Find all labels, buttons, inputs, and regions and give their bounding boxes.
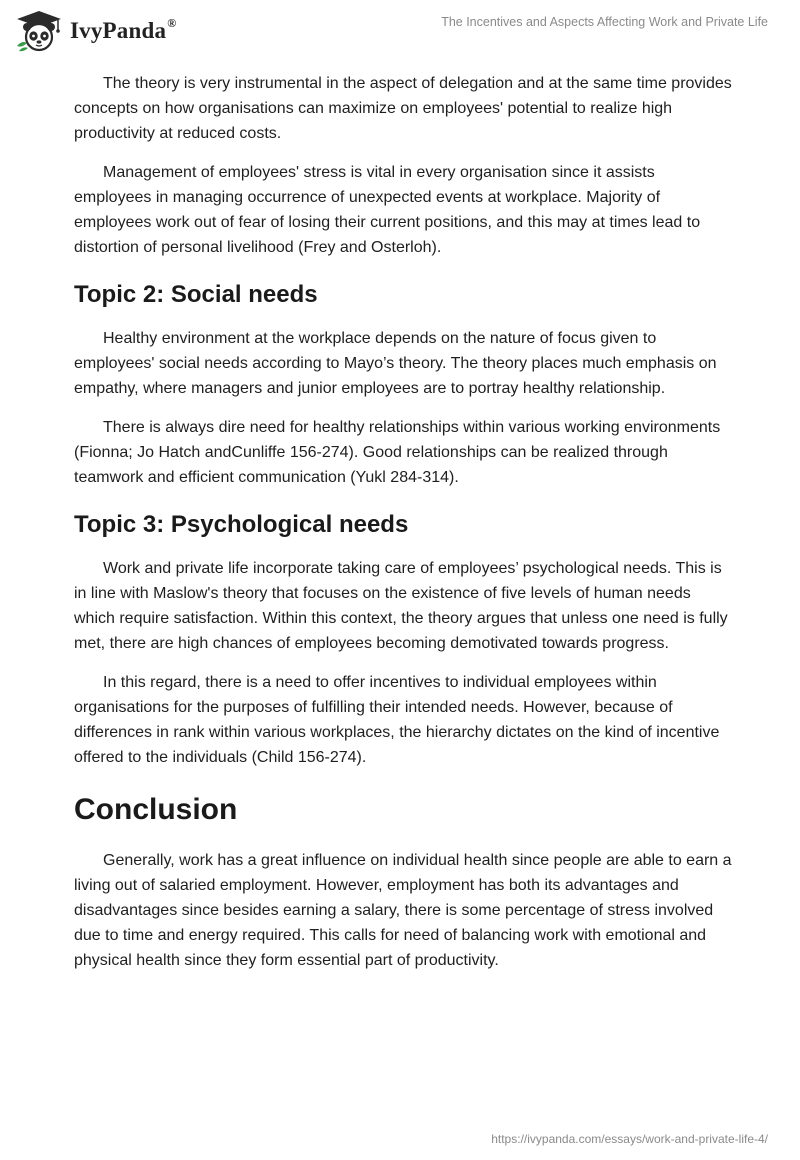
- essay-body: [74, 71, 734, 987]
- section-heading-topic-3: Topic 3: Psychological needs: [74, 511, 409, 538]
- paragraph: Management of employees' stress is vital in every organisation since it assists employees in managing occurrence of unexpected events at workplace. Majority of employees work out of fear of losing their current positions, and this may at times lead to distortion of personal livelihood (Frey and Osterloh).: [74, 164, 701, 256]
- paragraph: There is always dire need for healthy relationships within various working environments (Fionna; Jo Hatch andCunliffe 156-274). Good relationships can be realized through teamwork and efficient communication (Yukl 284-314).: [74, 419, 721, 486]
- section-heading-topic-2: Topic 2: Social needs: [74, 281, 318, 308]
- paragraph: Generally, work has a great influence on individual health since people are able to earn a living out of salaried employment. However, employment has both its advantages and disadvantages since besides earning a salary, there is some percentage of stress involved due to time and energy required. This calls for need of balancing work with emotional and physical health since they form essential part of productivity.: [74, 852, 732, 969]
- paragraph: In this regard, there is a need to offer incentives to individual employees within organisations for the purposes of fulfilling their intended needs. However, because of differences in rank within various workplaces, the hierarchy dictates on the kind of incentive offered to the individuals (Child 156-274).: [74, 674, 720, 766]
- registered-mark: ®: [167, 16, 177, 30]
- panda-graduate-icon: [14, 10, 64, 52]
- source-url[interactable]: https://ivypanda.com/essays/work-and-private-life-4/: [491, 1132, 768, 1146]
- ivypanda-logo[interactable]: [14, 10, 176, 52]
- brand-name: IvyPanda®: [70, 16, 177, 43]
- page-header: [0, 0, 800, 60]
- paragraph: The theory is very instrumental in the aspect of delegation and at the same time provides concepts on how organisations can maximize on employees' potential to realize high productivity at reduced costs.: [74, 75, 732, 142]
- paragraph: Work and private life incorporate taking care of employees’ psychological needs. This is in line with Maslow's theory that focuses on the existence of five levels of human needs which require satisfaction. Within this context, the theory argues that unless one need is fully met, there are high chances of employees becoming demotivated towards progress.: [74, 560, 728, 652]
- document-title: The Incentives and Aspects Affecting Work and Private Life: [441, 15, 768, 29]
- section-heading-conclusion: Conclusion: [74, 793, 238, 826]
- paragraph: Healthy environment at the workplace depends on the nature of focus given to employees' social needs according to Mayo’s theory. The theory places much emphasis on empathy, where managers and junior employees are to portray healthy relationship.: [74, 330, 717, 397]
